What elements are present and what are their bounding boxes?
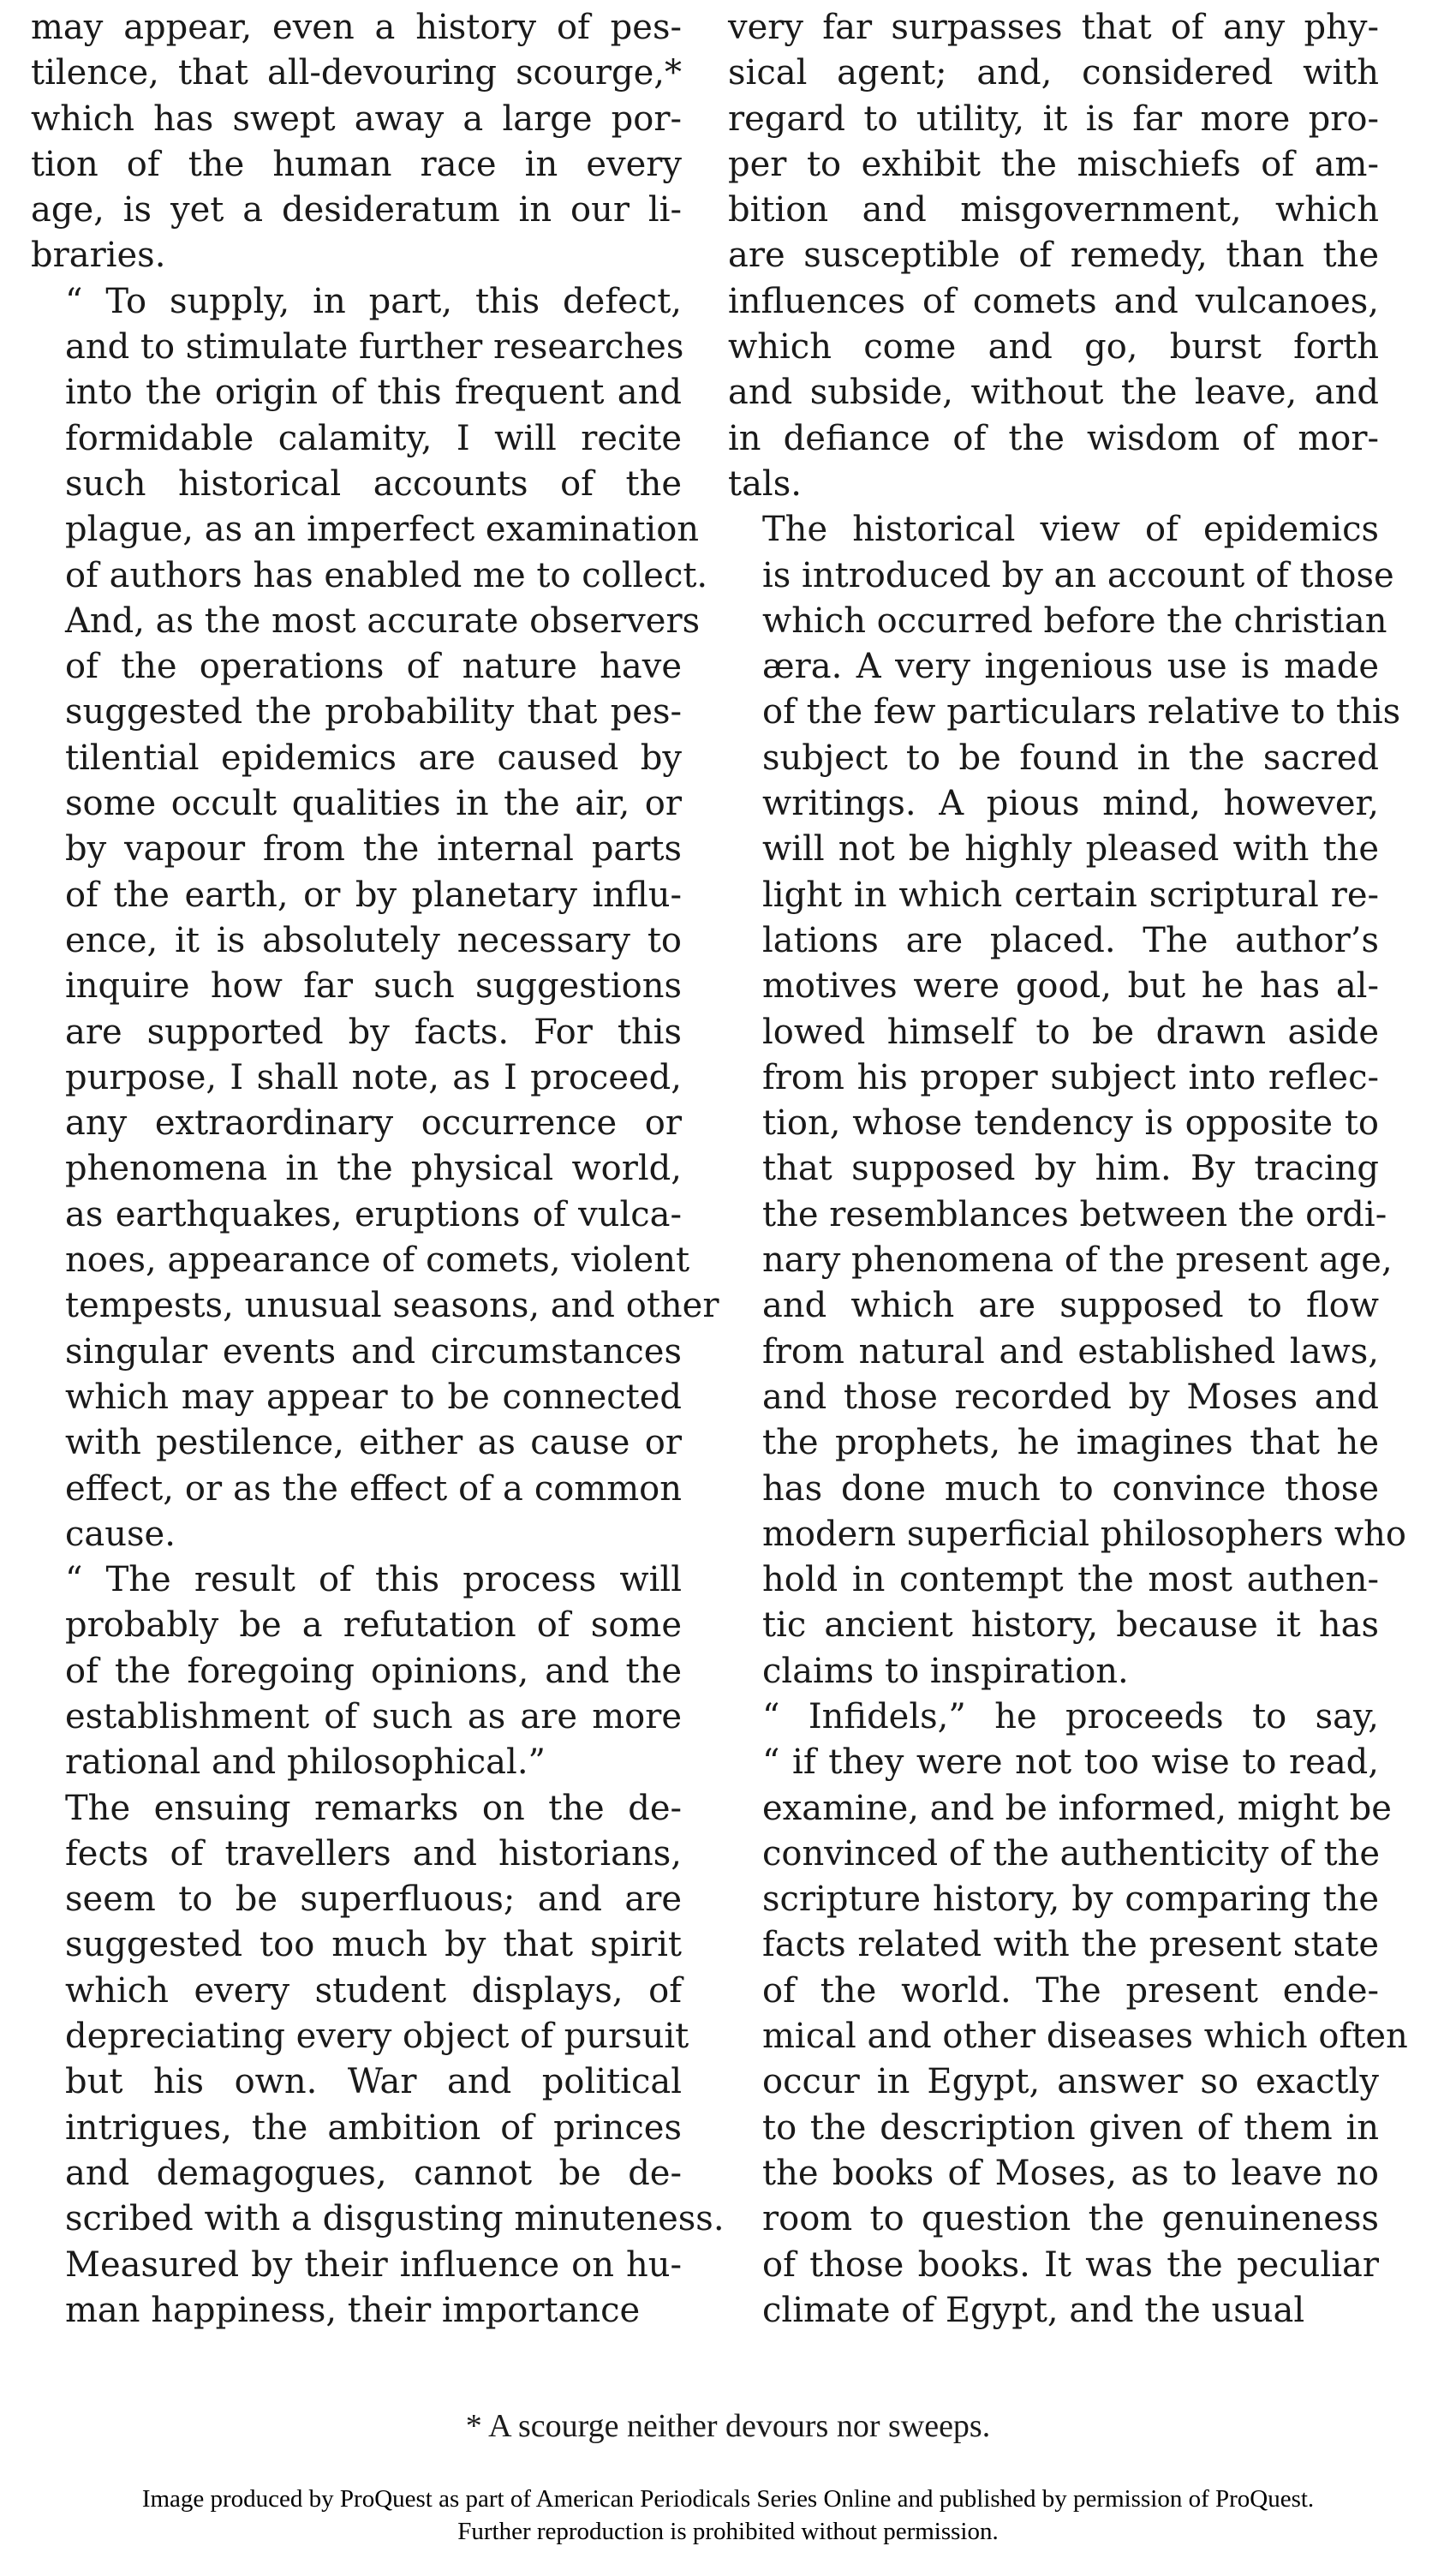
text-line: writings. A pious mind, however, [762, 784, 1379, 824]
text-line: tilential epidemics are caused by [65, 738, 682, 778]
text-line: which occurred before the christian [762, 601, 1387, 641]
text-line: but his own. War and political [65, 2062, 682, 2102]
text-line: And, as the most accurate observers [65, 601, 701, 641]
text-line: may appear, even a history of pes- [31, 8, 682, 47]
text-line: occur in Egypt, answer so exactly [762, 2062, 1379, 2102]
text-line: by vapour from the internal parts [65, 829, 682, 870]
text-line: “ The result of this process will [65, 1560, 682, 1600]
text-line: claims to inspiration. [762, 1651, 1129, 1691]
text-line: with pestilence, either as cause or [65, 1423, 682, 1463]
text-line: age, is yet a desideratum in our li- [31, 190, 682, 230]
text-line: fects of travellers and historians, [65, 1833, 682, 1874]
text-line: “ Infidels,” he proceeds to say, [762, 1696, 1379, 1736]
paragraph [728, 507, 1406, 1694]
text-line: that supposed by him. By tracing [762, 1149, 1379, 1189]
text-line: per to exhibit the mischiefs of am- [728, 144, 1379, 184]
text-line: lowed himself to be drawn aside [762, 1012, 1379, 1052]
text-line: and which are supposed to flow [762, 1286, 1379, 1326]
paragraph [31, 5, 682, 279]
text-line: any extraordinary occurrence or [65, 1103, 682, 1144]
text-line: of those books. It was the peculiar [762, 2244, 1379, 2285]
text-line: which every student displays, of [65, 1970, 682, 2011]
text-line: modern superficial philosophers who [762, 1514, 1406, 1554]
text-line: probably be a refutation of some [65, 1605, 682, 1646]
text-line: seem to be superfluous; and are [65, 1880, 682, 1920]
text-line: very far surpasses that of any phy- [728, 8, 1379, 47]
text-line: noes, appearance of comets, violent [65, 1240, 690, 1281]
text-line: influences of comets and vulcanoes, [728, 281, 1379, 321]
text-line: is introduced by an account of those [762, 555, 1394, 595]
text-line: purpose, I shall note, as I proceed, [65, 1057, 682, 1097]
proquest-credit [0, 2483, 1456, 2548]
text-line: the prophets, he imagines that he [762, 1423, 1379, 1463]
text-line: hold in contempt the most authen- [762, 1560, 1379, 1600]
text-line: climate of Egypt, and the usual [762, 2290, 1305, 2330]
text-line: The historical view of epidemics [762, 510, 1379, 550]
footnote: * A scourge neither devours nor sweeps. [465, 2408, 991, 2444]
text-line: the resemblances between the ordi- [762, 1194, 1387, 1234]
text-line: which may appear to be connected [65, 1377, 682, 1417]
text-line: which has swept away a large por- [31, 99, 682, 139]
text-line: and demagogues, cannot be de- [65, 2153, 682, 2193]
text-line: intrigues, the ambition of princes [65, 2107, 682, 2148]
text-line: as earthquakes, eruptions of vulca- [65, 1194, 682, 1234]
text-line: suggested too much by that spirit [65, 1925, 682, 1965]
text-line: æra. A very ingenious use is made [762, 647, 1379, 687]
paragraph [31, 1786, 725, 2334]
text-line: effect, or as the effect of a common [65, 1468, 682, 1509]
text-line: such historical accounts of the [65, 463, 682, 504]
paragraph [728, 5, 1379, 507]
text-line: to the description given of them in [762, 2107, 1379, 2148]
text-line: the books of Moses, as to leave no [762, 2153, 1379, 2193]
right-text-column [728, 5, 1408, 2334]
text-line: has done much to convince those [762, 1468, 1379, 1509]
text-line: establishment of such as are more [65, 1696, 682, 1736]
text-line: facts related with the present state [762, 1925, 1379, 1965]
text-line: rational and philosophical.” [65, 1742, 546, 1783]
text-line: and subside, without the leave, and [728, 373, 1379, 413]
text-line: will not be highly pleased with the [762, 829, 1379, 870]
text-line: tion, whose tendency is opposite to [762, 1103, 1379, 1144]
text-line: are susceptible of remedy, than the [728, 236, 1379, 276]
text-line: formidable calamity, I will recite [65, 418, 682, 458]
text-line: from his proper subject into reflec- [762, 1057, 1379, 1097]
text-line: man happiness, their importance [65, 2290, 641, 2330]
text-line: from natural and established laws, [762, 1331, 1379, 1372]
text-line: depreciating every object of pursuit [65, 2017, 689, 2057]
text-line: tilence, that all-devouring scourge,* [31, 53, 682, 93]
text-line: of the world. The present ende- [762, 1970, 1379, 2011]
text-line: scribed with a disgusting minuteness. [65, 2199, 725, 2239]
text-line: tic ancient history, because it has [762, 1605, 1379, 1646]
text-line: of the foregoing opinions, and the [65, 1651, 682, 1691]
text-line: inquire how far such suggestions [65, 966, 682, 1007]
text-line: of the earth, or by planetary influ- [65, 875, 682, 915]
text-line: The ensuing remarks on the de- [65, 1788, 682, 1828]
text-line: room to question the genuineness [762, 2199, 1379, 2239]
text-line: some occult qualities in the air, or [65, 784, 682, 824]
paragraph [728, 1694, 1408, 2334]
text-line: tals. [728, 463, 802, 504]
text-line: which come and go, burst forth [728, 327, 1379, 368]
text-line: tempests, unusual seasons, and other [65, 1286, 719, 1326]
text-line: bition and misgovernment, which [728, 190, 1379, 230]
text-line: cause. [65, 1514, 176, 1554]
text-line: light in which certain scriptural re- [762, 875, 1379, 915]
text-line: braries. [31, 236, 166, 276]
text-line: into the origin of this frequent and [65, 373, 682, 413]
paragraph [31, 1557, 682, 1785]
text-line: Measured by their influence on hu- [65, 2244, 682, 2285]
text-line: are supported by facts. For this [65, 1012, 682, 1052]
text-line: scripture history, by comparing the [762, 1880, 1379, 1920]
text-line: of authors has enabled me to collect. [65, 555, 708, 595]
text-line: and to stimulate further researches [65, 327, 684, 368]
text-line: singular events and circumstances [65, 1331, 682, 1372]
text-line: mical and other diseases which often [762, 2017, 1408, 2057]
credit-line-1: Image produced by ProQuest as part of American Periodicals Series Online and published by permission of ProQuest. [141, 2485, 1315, 2513]
text-line: lations are placed. The author’s [762, 920, 1379, 960]
text-line: in defiance of the wisdom of mor- [728, 418, 1379, 458]
text-line: “ if they were not too wise to read, [762, 1742, 1379, 1783]
text-line: convinced of the authenticity of the [762, 1833, 1381, 1874]
text-line: ence, it is absolutely necessary to [65, 920, 682, 960]
text-line: plague, as an imperfect examination [65, 510, 700, 550]
text-line: “ To supply, in part, this defect, [65, 281, 682, 321]
text-line: nary phenomena of the present age, [762, 1240, 1393, 1281]
text-line: phenomena in the physical world, [65, 1149, 682, 1189]
text-line: tion of the human race in every [31, 144, 682, 184]
text-line: suggested the probability that pes- [65, 692, 682, 732]
left-text-column [31, 5, 725, 2334]
text-line: motives were good, but he has al- [762, 966, 1379, 1007]
text-line: of the operations of nature have [65, 647, 682, 687]
paragraph [31, 279, 719, 1557]
text-line: and those recorded by Moses and [762, 1377, 1379, 1417]
credit-line-2: Further reproduction is prohibited without permission. [457, 2518, 999, 2545]
text-line: regard to utility, it is far more pro- [728, 99, 1379, 139]
text-line: subject to be found in the sacred [762, 738, 1379, 778]
text-line: sical agent; and, considered with [728, 53, 1379, 93]
text-line: of the few particulars relative to this [762, 692, 1401, 732]
text-line: examine, and be informed, might be [762, 1788, 1392, 1828]
